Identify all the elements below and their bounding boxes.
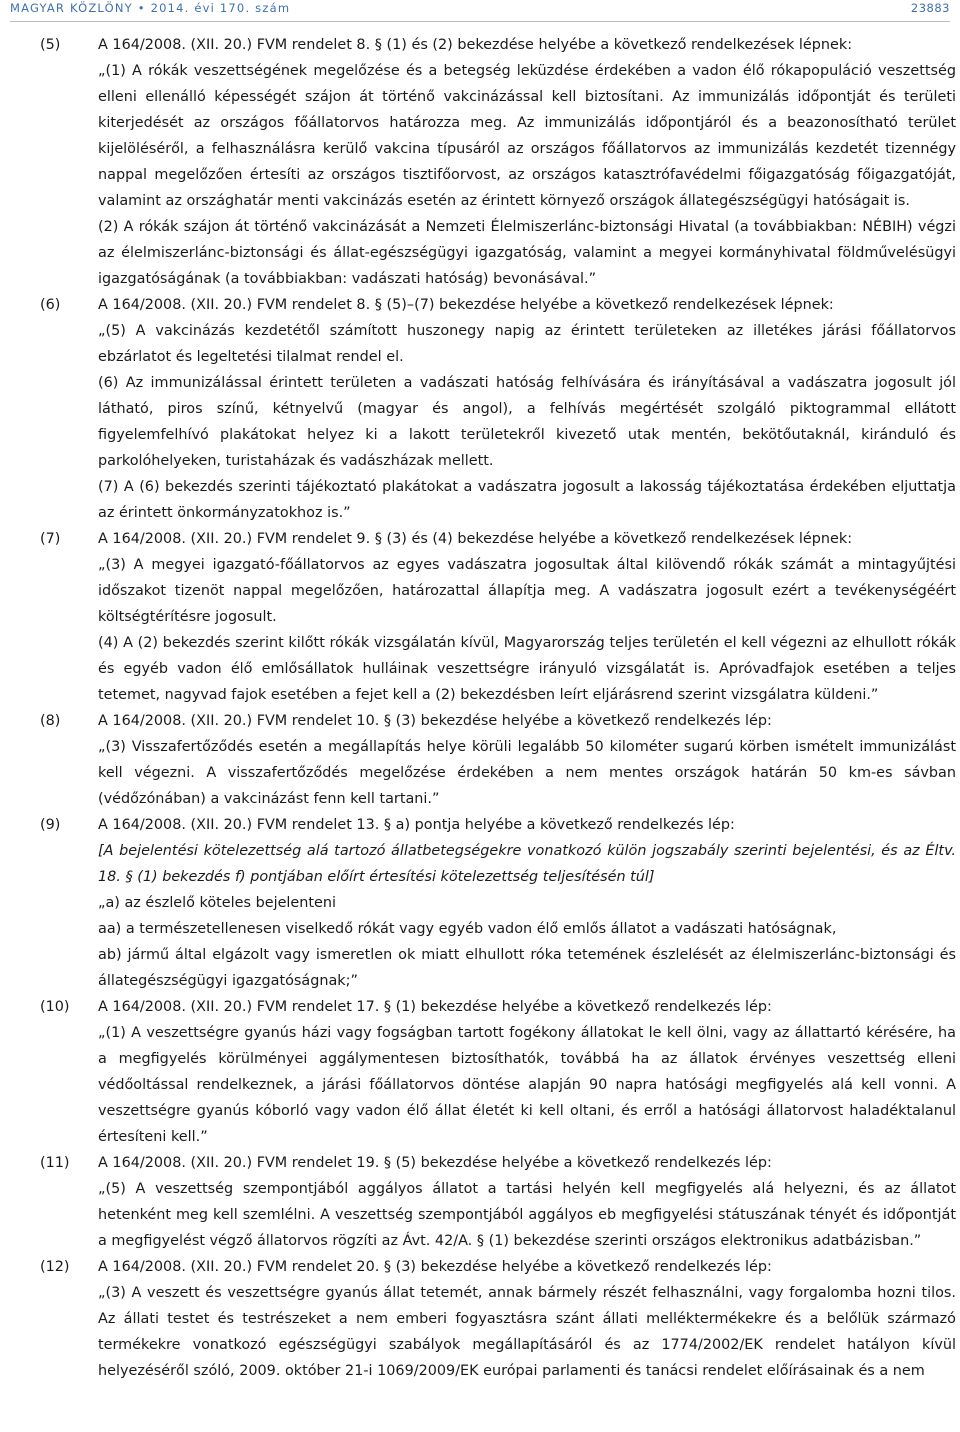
amendment-item [0, 1254, 960, 1384]
item-number: (11) [40, 1155, 70, 1171]
item-paragraph: „(1) A rókák veszettségének megelőzése és a betegség leküzdése érdekében a vadon élő rókapopuláció veszettség elleni ellenálló képességét szájon át történő vakcinázással kell biztosítani. Az immunizálás időpontját és területi kiterjedését az országos főállatorvos határozza meg. Az immunizálás időpontjáról és a beazonosítható terület kijelöléséről, a felhasználásra kerülő vakcina típusáról az országos főállatorvos az immunizálás kezdetét tizennégy nappal megelőzően értesíti az országos tisztifőorvost, az országos katasztrófavédelmi főigazgatóság főigazgatóját, valamint az országhatár menti vakcinázás esetén az érintett környező országok állategészségügyi hatóságait is. [98, 63, 956, 209]
amendment-item [0, 32, 960, 292]
item-paragraph: (7) A (6) bekezdés szerinti tájékoztató plakátokat a vadászatra jogosult a lakosság tájékoztatása érdekében eljuttatja az érintett önkormányzatokhoz is.” [98, 479, 956, 521]
item-intro: A 164/2008. (XII. 20.) FVM rendelet 17. § (1) bekezdése helyébe a következő rendelkezés lép: [98, 999, 772, 1015]
item-paragraph: „a) az észlelő köteles bejelenteni [98, 895, 337, 911]
item-paragraph: „(5) A vakcinázás kezdetétől számított huszonegy napig az érintett területeken az illetékes járási főállatorvos ebzárlatot és legeltetési tilalmat rendel el. [98, 323, 956, 365]
item-intro: A 164/2008. (XII. 20.) FVM rendelet 8. § (1) és (2) bekezdése helyébe a következő rendelkezések lépnek: [98, 37, 853, 53]
item-number: (7) [40, 531, 61, 547]
item-paragraph: „(3) A veszett és veszettségre gyanús állat tetemét, annak bármely részét felhasználni, vagy forgalomba hozni tilos. Az állati testet és testrészeket a nem emberi fogyasztásra szánt állati melléktermékekre és a belőlük származó termékekre vonatkozó egészségügyi szabályok megállapításáról és az 1774/2002/EK rendelet hatályon kívül helyezéséről szóló, 2009. október 21-i 1069/2009/EK európai parlamenti és tanácsi rendelet előírásainak és a nem [98, 1285, 956, 1379]
item-context-italic: [A bejelentési kötelezettség alá tartozó állatbetegségekre vonatkozó külön jogszabály szerinti bejelentési, és az Éltv. 18. § (1) bekezdés f) pontjában előírt értesítési kötelezettség teljesítésén túl] [98, 843, 956, 885]
item-intro: A 164/2008. (XII. 20.) FVM rendelet 19. § (5) bekezdése helyébe a következő rendelkezés lép: [98, 1155, 772, 1171]
item-intro: A 164/2008. (XII. 20.) FVM rendelet 10. § (3) bekezdése helyébe a következő rendelkezés lép: [98, 713, 772, 729]
amendment-item [0, 292, 960, 526]
amendment-item [0, 708, 960, 812]
item-paragraph: „(1) A veszettségre gyanús házi vagy fogságban tartott fogékony állatokat le kell ölni, vagy az állattartó kérésére, ha a megfigyelés körülményei aggálymentesen biztosíthatók, továbbá ha az állatok érvényes veszettség elleni védőoltással rendelkeznek, a járási főállatorvos döntése alapján 90 napra hatósági megfigyelés alá kell vonni. A veszettségre gyanús kóborló vagy vadon élő állat életét ki kell oltani, és erről a hatósági állatorvost haladéktalanul értesíteni kell.” [98, 1025, 956, 1145]
item-number: (6) [40, 297, 61, 313]
item-paragraph: (6) Az immunizálással érintett területen a vadászati hatóság felhívására és irányításával a vadászatra jogosult jól látható, piros színű, kétnyelvű (magyar és angol), a felhívás megértését szolgáló piktogrammal ellátott figyelemfelhívó plakátokat helyez ki a lakott területekről kivezető utak mentén, bekötőutaknál, kiránduló és parkolóhelyeken, turistaházak és vadászházak mellett. [98, 375, 956, 469]
page-header [10, 0, 950, 20]
item-paragraph: ab) jármű által elgázolt vagy ismeretlen ok miatt elhullott róka tetemének észlelését az élelmiszerlánc-biztonsági és állategészségügyi igazgatóságnak;” [98, 947, 956, 989]
item-intro: A 164/2008. (XII. 20.) FVM rendelet 20. § (3) bekezdése helyébe a következő rendelkezés lép: [98, 1259, 772, 1275]
item-paragraph: (2) A rókák szájon át történő vakcinázását a Nemzeti Élelmiszerlánc-biztonsági Hivatal (a továbbiakban: NÉBIH) végzi az élelmiszerlánc-biztonsági és állat-egészségügyi igazgatóság, valamint a megyei kormányhivatal földművelésügyi igazgatóságának (a továbbiakban: vadászati hatóság) bevonásával.” [98, 219, 956, 287]
item-paragraph: (4) A (2) bekezdés szerint kilőtt rókák vizsgálatán kívül, Magyarország teljes területén el kell végezni az elhullott rókák és egyéb vadon élő emlősállatok hulláinak veszettségre irányuló vizsgálatát is. Apróvadfajok esetében a teljes tetemet, nagyvad fajok esetében a fejet kell a (2) bekezdésben leírt eljárásrend szerint vizsgálatra küldeni.” [98, 635, 956, 703]
item-paragraph: „(5) A veszettség szempontjából aggályos állatot a tartási helyén kell megfigyelés alá helyezni, és az állatot hetenként meg kell szemlélni. A veszettség szempontjából aggályos eb megfigyelési státuszának tényét és időpontját a megfigyelést végző állatorvos rögzíti az Ávt. 42/A. § (1) bekezdése szerinti országos elektronikus adatbázisban.” [98, 1181, 956, 1249]
item-intro: A 164/2008. (XII. 20.) FVM rendelet 9. § (3) és (4) bekezdése helyébe a következő rendelkezések lépnek: [98, 531, 853, 547]
amendment-item [0, 1150, 960, 1254]
item-number: (5) [40, 37, 61, 53]
amendment-item [0, 526, 960, 708]
item-number: (8) [40, 713, 61, 729]
item-paragraph: „(3) A megyei igazgató-főállatorvos az egyes vadászatra jogosultak által kilövendő rókák számát a mintagyűjtési időszakot tizenöt nappal megelőzően, határozattal állapítja meg. A vadászatra jogosult ezért a tevékenységéért költségtérítésre jogosult. [98, 557, 956, 625]
page-number: 23883 [910, 1, 950, 15]
item-number: (9) [40, 817, 61, 833]
header-rule [10, 21, 950, 22]
amendment-item [0, 994, 960, 1150]
header-publication: MAGYAR KÖZLÖNY • 2014. évi 170. szám [10, 1, 291, 15]
item-paragraph: „(3) Visszafertőződés esetén a megállapítás helye körüli legalább 50 kilométer sugarú körben ismételt immunizálást kell végezni. A visszafertőződés megelőzése érdekében a nem mentes országok határán 50 km-es sávban (védőzónában) a vakcinázást fenn kell tartani.” [98, 739, 956, 807]
item-number: (12) [40, 1259, 70, 1275]
item-paragraph: aa) a természetellenesen viselkedő rókát vagy egyéb vadon élő emlős állatot a vadászati hatóságnak, [98, 921, 837, 937]
amendment-item [0, 812, 960, 994]
item-number: (10) [40, 999, 70, 1015]
item-intro: A 164/2008. (XII. 20.) FVM rendelet 8. § (5)–(7) bekezdése helyébe a következő rendelkezések lépnek: [98, 297, 834, 313]
item-intro: A 164/2008. (XII. 20.) FVM rendelet 13. § a) pontja helyébe a következő rendelkezés lép: [98, 817, 735, 833]
document-body [0, 32, 960, 1384]
